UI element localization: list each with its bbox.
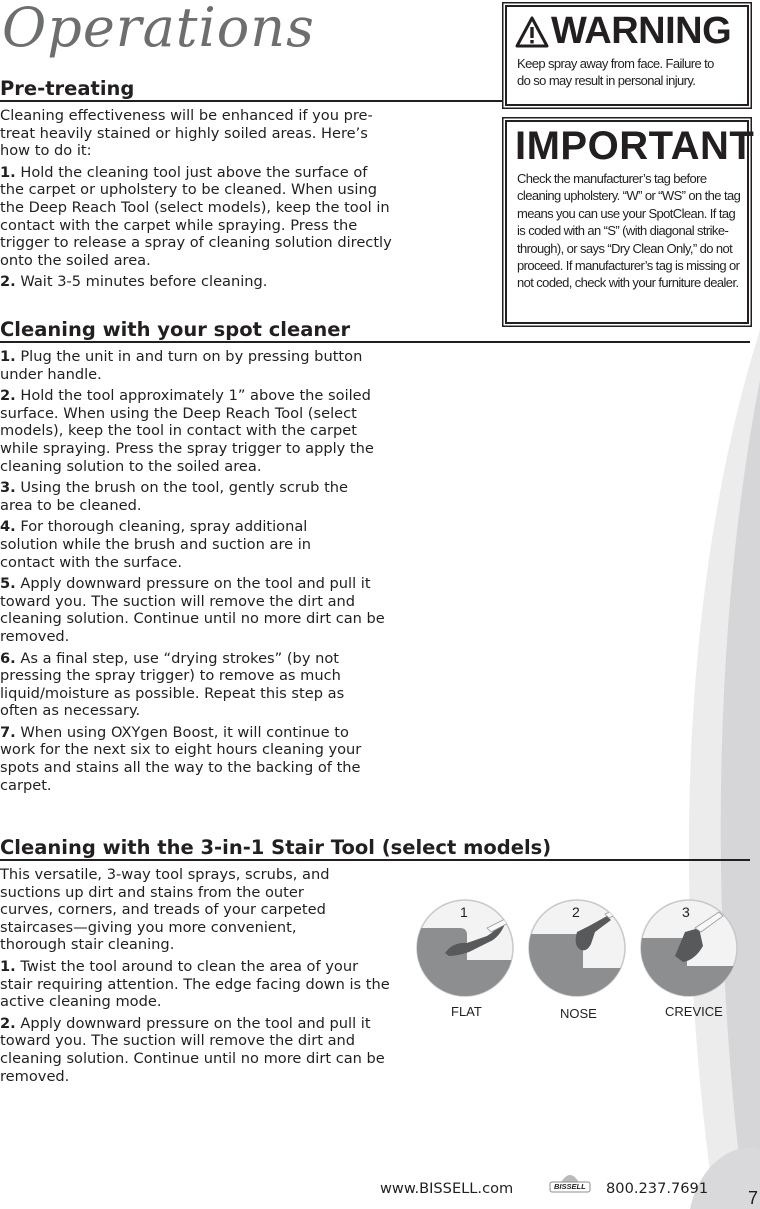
pretreating-step: 2. Wait 3-5 minutes before cleaning. <box>0 273 268 291</box>
spot-cleaner-heading: Cleaning with your spot cleaner <box>0 318 351 341</box>
pretreating-rule <box>0 100 503 102</box>
stair-tool-heading: Cleaning with the 3-in-1 Stair Tool (select models) <box>0 836 552 859</box>
spot-cleaner-rule <box>0 341 750 343</box>
spot-cleaner-step: 4. For thorough cleaning, spray additional solution while the brush and suction are in contact with the surface. <box>0 518 312 571</box>
warning-triangle-icon <box>515 16 549 48</box>
footer-phone: 800.237.7691 <box>606 1180 709 1197</box>
pretreating-heading: Pre-treating <box>0 77 135 100</box>
spot-cleaner-step: 5. Apply downward pressure on the tool and pull it toward you. The suction will remove the dirt and cleaning solution. Continue until no more dirt can be removed. <box>0 575 385 645</box>
page-number: 7 <box>748 1188 759 1208</box>
spot-cleaner-section <box>0 348 395 798</box>
stair-mode-crevice <box>639 898 739 1028</box>
important-box <box>505 120 755 324</box>
spot-cleaner-step: 2. Hold the tool approximately 1” above the soiled surface. When using the Deep Reach Tool (select models), keep the tool in contact with the carpet while spraying. Press the spray trigger to apply the cleaning solution to the soiled area. <box>0 387 374 475</box>
pretreating-section <box>0 107 395 295</box>
spot-cleaner-step: 6. As a final step, use “drying strokes” (by not pressing the spray trigger) to remove as much liquid/moisture as possible. Repeat this step as often as necessary. <box>0 649 345 720</box>
warning-heading: WARNING <box>551 10 732 52</box>
important-text: Check the manufacturer’s tag before cleaning upholstery. “W” or “WS” on the tag means you can use your SpotClean. If tag is coded with an “S” (with diagonal strike-through), or says “Dry Clean Only,” do not proceed. If manufacturer’s tag is missing or not coded, check with your furniture dealer. <box>517 171 741 291</box>
stair-mode-label: NOSE <box>560 1006 597 1021</box>
stair-mode-label: FLAT <box>451 1004 482 1019</box>
stair-mode-number: 2 <box>572 904 580 920</box>
bissell-logo <box>548 1168 592 1196</box>
warning-text: Keep spray away from face. Failure to do so may result in personal injury. <box>517 56 714 89</box>
warning-box <box>505 5 749 106</box>
bissell-logo-text: BISSELL <box>554 1182 586 1191</box>
footer-website[interactable]: www.BISSELL.com <box>380 1180 514 1197</box>
stair-tool-rule <box>0 859 750 861</box>
spot-cleaner-step: 1. Plug the unit in and turn on by pressing button under handle. <box>0 348 363 383</box>
stair-tool-intro: This versatile, 3-way tool sprays, scrubs, and suctions up dirt and stains from the outer curves, corners, and treads of your carpeted staircases—giving you more convenient, thorough stair cleaning. <box>0 866 330 954</box>
pretreating-step: 1. Hold the cleaning tool just above the surface of the carpet or upholstery to be cleaned. When using the Deep Reach Tool (select models), keep the tool in contact with the carpet while spraying. Press the trigger to release a spray of cleaning solution directly onto the soiled area. <box>0 163 392 269</box>
stair-mode-label: CREVICE <box>665 1004 723 1019</box>
important-heading: IMPORTANT <box>515 124 755 168</box>
spot-cleaner-step: 3. Using the brush on the tool, gently scrub the area to be cleaned. <box>0 479 349 514</box>
pretreating-intro: Cleaning effectiveness will be enhanced if you pre-treat heavily stained or highly soiled areas. Here’s how to do it: <box>0 107 373 160</box>
spot-cleaner-step: 7. When using OXYgen Boost, it will continue to work for the next six to eight hours cleaning your spots and stains all the way to the backing of the carpet. <box>0 723 362 794</box>
stair-tool-step: 2. Apply downward pressure on the tool and pull it toward you. The suction will remove the dirt and cleaning solution. Continue until no more dirt can be removed. <box>0 1014 385 1085</box>
stair-mode-number: 1 <box>460 904 468 920</box>
stair-mode-number: 3 <box>682 904 690 920</box>
stair-tool-step: 1. Twist the tool around to clean the area of your stair requiring attention. The edge facing down is the active cleaning mode. <box>0 957 390 1011</box>
page-title: Operations <box>2 0 315 59</box>
stair-mode-flat <box>415 898 515 1028</box>
stair-tool-section <box>0 866 395 1089</box>
stair-mode-nose <box>527 898 627 1028</box>
